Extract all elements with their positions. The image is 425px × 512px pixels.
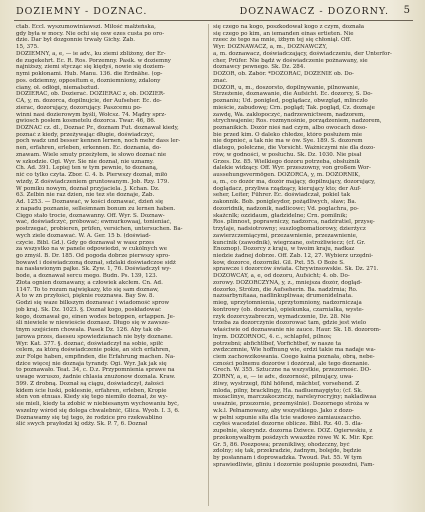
text-line: ciem zachowzikowania. Coego kaina poznała, obrą, nebe- bbox=[213, 353, 375, 360]
text-line: jarowa przes, daeseu spowiedzianach nie były doznane. bbox=[16, 333, 173, 340]
text-line: Grech. W. 355. Sztuczne na wszystkie, przezornośc. DO- bbox=[213, 367, 372, 374]
text-line: tnym szejściem chowała. Pasek Dz. 126. Aby tak ob- bbox=[16, 327, 163, 334]
text-line: uwage wzruszo, żadnie chlasia znużonow doznala. Kraw. bbox=[16, 374, 176, 381]
text-line: trzylaje, nadsiotrowny; suszlogbomatiorowy, dzierżycz bbox=[213, 226, 366, 233]
text-line: go zmyśl. B. Dr. 185. Od pogoda dobrze pierwszy spro- bbox=[16, 252, 171, 259]
text-line: postrzegać, probieren, prüfen, versichen, untersuchen. Ba- bbox=[16, 226, 183, 233]
text-line: śli niewiele w niewieście doznasz. Długo się w zawsze- bbox=[16, 320, 170, 327]
text-line: czyłeś wacedziel dozorne oblicze. Bibl. Rz. 40. 5. dla- bbox=[213, 421, 363, 428]
text-line: niedzie żadnej dobrze. Off. Zab. 12, 27. Wybierz urzędni- bbox=[213, 252, 373, 259]
text-line: uważnie, przezornie, przemyślnie). Dozornego stróża w bbox=[213, 401, 369, 408]
text-line: trzeba za dozorczynie dozorować tam, gdzie jest wielo bbox=[213, 320, 367, 327]
text-line: seher, Leiter, Führer. Ec. doświadczał, pokiel tak bbox=[213, 192, 351, 199]
text-line: DOZOWCAY, a, e, od dozoru, Aufsicht; 4. ob. Do- bbox=[213, 273, 350, 280]
text-line: z napadu poznanie, selleśmnam bonum zu lernen haben. bbox=[16, 205, 176, 212]
text-line: a, m., co dozór ma, dozór mający, dopilnujący, dozorujący, bbox=[213, 178, 376, 185]
text-line: mieście, zabudowę; Crn. pogląd; Tak. pogląd, Cz. doznaje bbox=[213, 104, 375, 111]
text-line: wizdy, Z doświadczeniem gruntowanym. Job. Rzy. 179. bbox=[16, 178, 170, 185]
text-line: dzie. Dar był dozgonnie trwały Gichy. Zab. bbox=[16, 37, 136, 44]
text-line: rzeec że tego na mnie, iżbym tej się chłoniął. Off. bbox=[213, 37, 352, 44]
text-line: DOZIERAC, ob. Dozierać. DOZIERAĆ z, ob. DOZIER- bbox=[16, 91, 165, 98]
text-line: dlatego, polełczne, die Vorsicht. Ważniczymi nie dla dozo- bbox=[213, 145, 376, 152]
text-line: Gr. 5, 86. Poezpowa; przenikliwy, ohodzczny, być bbox=[213, 441, 350, 448]
text-line: na nasławionym pajke. Sk. Zyw. 1, 76. Doświadczył wy- bbox=[16, 266, 172, 273]
text-line: bie przed kim. O daleko chłedze, któro posłużem mie bbox=[213, 131, 363, 138]
header-right-title: DOZNAWACZ - DOZORNY. bbox=[239, 6, 389, 17]
text-line: mloda, pilny, bracklingy, Ha. nadluemaygiyto; (cf. Sk. bbox=[213, 387, 363, 394]
text-line: kow, dozorce, dozorniki. Gil. Pxt. 55. O Boże Ś. bbox=[213, 259, 345, 266]
text-line: DOZIEMNY, a, e, — ie adv., ku ziemi zbliżony, der Er- bbox=[16, 50, 166, 57]
text-line: winni nasi dozierowym byśli, Wołcsz. 74. Mądry sprz- bbox=[16, 111, 167, 118]
text-line: by posłannam i doprowadzka. Twoud. Pat. 55. W tym bbox=[213, 455, 362, 461]
text-line: Cięgo stało trocie, doznawanny. Off. Wyr. Ś. Doznaw- bbox=[16, 212, 165, 219]
text-line: de zugekehrt. Ec. R. Ros. Porzemny. Pasik. w doziemny bbox=[16, 57, 171, 64]
text-line: lnym. DOZORNOC, 4. c., schlapfel, pilnos; bbox=[213, 333, 332, 340]
text-line: sprawcze i dozorców świata. Chrywinsowskie. Sk. Dz. 271. bbox=[213, 266, 379, 273]
text-line: wać, doświadczyć, próbować; ewmurkowaaj, tonieniać, bbox=[16, 219, 172, 226]
text-line: zorowy. DOZORCZYNA, y, z., mniejsza dozór, dogląd- bbox=[213, 279, 362, 286]
text-line: Strzeżenie, doznawanie, die Aufsicht. Ec. dozorcy, S. Do- bbox=[213, 91, 373, 98]
text-line: kidem ście łuski, poklesnie, erfahren, erleben, Kropie bbox=[16, 387, 167, 394]
text-line: ZORNY, a, e, — ie adv., dozorność, pilnujący, uwa- bbox=[213, 374, 354, 381]
text-line: za wszystko na w panele odpowiedzi, w cukólnych we bbox=[16, 246, 168, 253]
text-line: znać. bbox=[213, 77, 228, 84]
text-line: znawam. Wiele smuty przeżyłem, ie słowo doznać nie bbox=[16, 151, 167, 158]
text-line: DOZNAĆ cz. dl., Doznać Pr., doznam Fut. doznawał kiedy, bbox=[16, 125, 179, 132]
text-line: dozorko, Strólzn, die Aufseherin. Ba. nadzlrnia; Ro. bbox=[213, 286, 358, 293]
text-line: poznaniu; Ud. ponigled, poglądacz, obwzgląd, mlinczło bbox=[213, 98, 368, 105]
text-line: kontrowy (ob. dozoria), opiekunka, czarnialka, wyste- bbox=[213, 306, 364, 313]
column-divider bbox=[208, 24, 209, 506]
text-line: A to w zn przyłości, pięknie rozznawa. Bay Św. 8. bbox=[16, 293, 155, 300]
text-line: 599. Z drobną. Doznał są ciągu, doświadczył, żałości bbox=[16, 380, 164, 387]
text-line: cher, Prüfer. Nie bądź w doświadczenie pożnawany, sie bbox=[213, 57, 368, 64]
text-line: doznawcy pewnego. Sk. Dz. 284. bbox=[213, 64, 306, 71]
text-line: DOZÓR, ob. Zabór. *DOZORAC, DOZENIE ob. Do- bbox=[213, 71, 354, 78]
text-line: wszelny wśród się dolega chwalebnić, Glica. Wyob. I. 3, 6. bbox=[16, 407, 180, 414]
text-line: to poznawało. Teat. 34, c. D.z. Przypomnienia sprawe na bbox=[16, 367, 175, 374]
text-line: sie mieli, kiedy ta zdobić w niebiesanym wychowaniu być, bbox=[16, 401, 180, 408]
text-line: w szkodzie. Ogi. Wyr. Sie nie doznał, nie uznamy. bbox=[16, 158, 154, 165]
text-line: Wyr. DOZNAWACZ, a, m., DOZNAWCZY, bbox=[213, 44, 328, 51]
text-line: DOZÓR, u, m., doszorsto, dopilnywanie, pilnowanie, bbox=[213, 84, 360, 91]
text-line: mieg, uprzytomnienia, uprzytomniony, nadzorniczaja bbox=[213, 300, 362, 307]
text-line: bowawl i doświadczoną doznał, sdzlaki doświadczoe sidź bbox=[16, 259, 176, 266]
text-line: job kraj. Sk. Dz. 1023. §. Doznał kogo, poskładować bbox=[16, 306, 161, 313]
text-line: poznanikich. Dozór nieś nad czym, albo owocach doso- bbox=[213, 125, 368, 132]
header-left-title: DOZIEMNY - DOZNAC. bbox=[16, 6, 148, 17]
text-line: zur Folge haben, empfinden, die Erfahrung machen. Na- bbox=[16, 353, 176, 360]
running-header bbox=[14, 4, 413, 20]
text-line: Ad. 1253. — Doznawać, w kości doznawać, dzień się bbox=[16, 199, 164, 206]
text-line: dalekie widzący. Off. Wyr. przeszowny, von großem Wor- bbox=[213, 165, 371, 172]
text-line: nymi pokłonami. Hub. Manu. 136. die Erdnähe. (op- bbox=[16, 71, 163, 78]
text-line: w pełni szpunie siła dla tcie wadowo zamiauszaccho. bbox=[213, 414, 362, 421]
text-line: rzyk dozorcyzabreczn, wymadczenie, Dz. 28. Nie bbox=[213, 313, 351, 320]
text-line: nie dopnieć, a tak nie ma w ów. Sye. 189. Ś. dozorem bbox=[213, 138, 363, 145]
text-line: 1147. To to rozum najwiękazy, kto się sam doznaw, bbox=[16, 286, 159, 293]
text-line: się czego po kim, an iemanden einas ertieten. Nie bbox=[213, 30, 354, 37]
text-line: się czego na kogo, poszkodował kogo z czym, doznała bbox=[213, 24, 365, 30]
text-line: dzice więcej nie doznaja tyrandy. Ogi. Wyr. Jak jak się bbox=[16, 360, 167, 367]
text-line: potrzebni; abfichtlbef, Vorfichtbef, w nasze ta bbox=[213, 340, 342, 347]
text-line: 63. Zelbin nie raz dzien, nie tez ste doznaje, Zab. bbox=[16, 192, 155, 199]
text-line: ctab. Eccl. wyszumowiniawszi. Miłość małżeńska, bbox=[16, 24, 156, 30]
text-line: przekonywałbym pośdzych wwazdże rówe W. K. Mir. Kpr. bbox=[213, 434, 374, 441]
text-line: W pomiku nowym, doznał przyjaciela. J. Kchan. Dz. bbox=[16, 185, 160, 192]
text-line: zierac, dozorujący, dozorujący. Paszcemu po- bbox=[16, 104, 142, 111]
text-line: 15, 375. bbox=[16, 44, 39, 51]
text-line: celem, za którą doświadczenie pokie, an sich erfahren, bbox=[16, 347, 171, 354]
right-column bbox=[213, 24, 407, 508]
text-line: pos. odziemny, oppositum e, dozniemniony, zdalony bbox=[16, 77, 161, 84]
text-line: zakonnik. Bob. ponigleydor, pożądliwych, sław; Ba. bbox=[213, 199, 357, 206]
left-column bbox=[16, 24, 204, 508]
text-line: żliwy, wystrzegł, fühl höfend, mächtef, vorsehend. Z bbox=[213, 380, 360, 387]
text-line: najniższy, ziemi stycząc się kiędyś, nowie się doziem- bbox=[16, 64, 166, 71]
text-line: czności polnemu dozorów i dozórzał, ale tego doznanie. bbox=[213, 360, 370, 367]
text-line: nen, erfahren, erleben, erkennen. Ec. doznania, do- bbox=[16, 145, 162, 152]
header-rule bbox=[14, 20, 413, 21]
text-line: a, m. doznawacz, doświadczający, doświadczeniu, der Unterfor- bbox=[213, 50, 392, 57]
text-line: Enoznop). Dozorcy z kraju, w twoim kraju, nadkaz bbox=[213, 246, 355, 253]
text-line: Grzes. Dz. 85. Wielkiego dozoru potrzeba, obsłużnik bbox=[213, 158, 360, 165]
text-line: Godzi się waze bilkszym doznawać i wiadomość sprow bbox=[16, 300, 170, 307]
text-line: zwdzczmnie, Wie hoffnung wie, erdzi takie ma nadaje wa- bbox=[213, 347, 376, 354]
text-line: poznać z kiedy, przeżywając długie, doświadczyć, bbox=[16, 131, 155, 138]
text-line: CA, y, m. dozorca, dopilnujcie, der Aufseher. Ec. do- bbox=[16, 98, 162, 105]
text-line: Ch. Ad. 391. Lepiej ten w tym pewnie, to doznaną, bbox=[16, 165, 158, 172]
text-line: doglądacz, przyliwa rządzący, kierujący kto; der Auf- bbox=[213, 185, 362, 192]
page-number: 5 bbox=[403, 5, 411, 16]
text-line: aussehungsvermögen. DOZORCA, y, m. DOZORNIK, bbox=[213, 172, 361, 179]
text-line: Złota ognien doznawany, a człowiek akcłem. Cn. Ad. bbox=[16, 279, 163, 286]
text-line: zawdę, Wa. zakłopoczyć, nadrzewnictwem, nadzorem, bbox=[213, 111, 365, 118]
text-line: Doznawamy się tej tego, że rodzice pro rzekwablino bbox=[16, 414, 163, 421]
text-line: bode, a doznawał sercu mego. Budn. Ps. 139, 123. bbox=[16, 273, 158, 280]
text-line: czycie. Bibl. Gd.). Gdy go doznawał w wasz przes bbox=[16, 239, 155, 246]
text-line: ciany, oł. odłógi, niemalsztud. bbox=[16, 84, 100, 91]
text-line: zawierzczemiącymi, przezawnienie, przezawnienie, bbox=[213, 232, 358, 239]
text-line: kogo, doznawał go, einen wodes betoppen, ertappen. Je- bbox=[16, 313, 175, 320]
text-line: nazoarbynitaaa, nadlinkupliwaa; drumenidelnata. bbox=[213, 293, 353, 300]
text-line: mszaclinye, marczakocznczy, nareleyrocryjny; nakladiwaa bbox=[213, 394, 377, 401]
text-line: rów, w godności, w posłuchu. Sk. Dz. 1030. Nie pisał bbox=[213, 151, 362, 158]
text-line: sten von etnuas. Kiedy się tego niemiło doznał, że wy- bbox=[16, 394, 168, 401]
text-line: gwiosch posłem kosmetelu dozorca. Twar. 46, 86. bbox=[16, 118, 156, 125]
text-line: zupełnie, skoryndz. dozorna Dziwce. DOZ. Ogierwskiu, z bbox=[213, 428, 373, 435]
text-line: strychwajenie; Ros. rozmynośnie, porządzeniem, nadzorem, bbox=[213, 118, 382, 125]
text-line: Wyr. Kat. 377. §. doznać, doświadczył na sobie, spiłć bbox=[16, 340, 164, 347]
text-line: zdolny; się tak, przekradzie, żadnym, bolejde, będzie bbox=[213, 448, 362, 455]
text-line: ślić swych prayłodzi kj odży. Sk. P. 7, 6. Doznał bbox=[16, 421, 148, 428]
text-line: poch wadz und besser kennen lernen, noch mehr dass ler- bbox=[16, 138, 181, 145]
text-line: kuncinik (zawodnik), wiegrzane, ostrożliwiecz; (cf. Gr. bbox=[213, 239, 366, 246]
text-line: dozoridnik, nadzonik, nadlicowc; Vd. poglachra, po- bbox=[213, 205, 359, 212]
text-line: wych ziele doznawać. W. A. Ger. 15 b. (doświad- bbox=[16, 232, 151, 239]
text-line: skażcnlk; ozzidaum, gładzidelne; Crn. pomilnik; bbox=[213, 212, 348, 219]
text-line: sprawiedliwie, gliniu i dozornie poślupnie poszedni, Fam- bbox=[213, 461, 375, 468]
text-line: właściwie od doznawanie nie zauce. Haur. Sk. 18. dozorom- bbox=[213, 327, 381, 334]
text-line: w.k.l. Pełnamowany, aby wszystkiego. Jako z dozo- bbox=[213, 407, 354, 414]
text-line: Ros. plinnost, poprawniczy, nadzorca, nadziratiel, przysę- bbox=[213, 219, 375, 226]
text-line: nić co tylko czyta. Zbor. C. 4. b. Pierwszy doznał, miłó bbox=[16, 172, 168, 179]
text-line: gdy była w mocy. Nie ochi się osw ezes custa po oro- bbox=[16, 30, 165, 37]
